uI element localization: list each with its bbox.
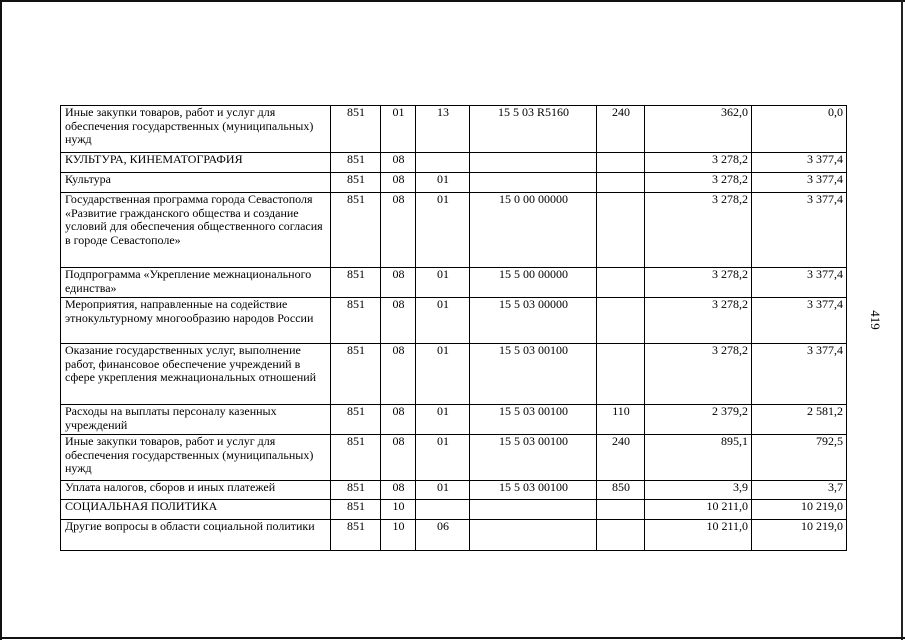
row-sum-1: 3 278,2 [645, 298, 752, 344]
row-rz: 08 [381, 298, 416, 344]
row-csr: 15 5 03 00100 [470, 435, 597, 481]
table-row [61, 298, 847, 344]
row-vr [597, 344, 645, 405]
row-pr: 01 [416, 193, 470, 268]
row-csr [470, 520, 597, 551]
row-sum-1: 895,1 [645, 435, 752, 481]
table-row [61, 344, 847, 405]
table-row [61, 405, 847, 435]
row-grbs: 851 [331, 481, 381, 500]
row-vr: 850 [597, 481, 645, 500]
row-sum-2: 3 377,4 [752, 193, 847, 268]
row-pr: 01 [416, 405, 470, 435]
row-sum-1: 3,9 [645, 481, 752, 500]
row-rz: 01 [381, 106, 416, 153]
row-name: Подпрограмма «Укрепление межнационального единства» [61, 268, 331, 298]
row-name: Уплата налогов, сборов и иных платежей [61, 481, 331, 500]
row-vr: 110 [597, 405, 645, 435]
row-csr: 15 5 03 00100 [470, 481, 597, 500]
table-row [61, 106, 847, 153]
row-sum-1: 2 379,2 [645, 405, 752, 435]
budget-table [60, 105, 847, 551]
row-vr [597, 153, 645, 173]
row-pr [416, 153, 470, 173]
page-number: 419 [868, 310, 883, 330]
row-grbs: 851 [331, 173, 381, 193]
row-csr: 15 5 03 00000 [470, 298, 597, 344]
row-grbs: 851 [331, 106, 381, 153]
row-vr [597, 193, 645, 268]
row-grbs: 851 [331, 268, 381, 298]
row-csr: 15 5 00 00000 [470, 268, 597, 298]
row-grbs: 851 [331, 344, 381, 405]
row-pr: 13 [416, 106, 470, 153]
row-grbs: 851 [331, 298, 381, 344]
row-rz: 08 [381, 173, 416, 193]
row-sum-2: 792,5 [752, 435, 847, 481]
row-pr: 01 [416, 268, 470, 298]
row-name: Расходы на выплаты персоналу казенных учреждений [61, 405, 331, 435]
row-name: Иные закупки товаров, работ и услуг для обеспечения государственных (муниципальных) нужд [61, 435, 331, 481]
row-csr: 15 5 03 00100 [470, 405, 597, 435]
row-name: КУЛЬТУРА, КИНЕМАТОГРАФИЯ [61, 153, 331, 173]
row-rz: 08 [381, 193, 416, 268]
row-pr: 01 [416, 344, 470, 405]
row-csr: 15 0 00 00000 [470, 193, 597, 268]
row-grbs: 851 [331, 153, 381, 173]
row-rz: 08 [381, 435, 416, 481]
scan-border-bottom [0, 637, 905, 639]
row-sum-1: 3 278,2 [645, 153, 752, 173]
row-pr: 06 [416, 520, 470, 551]
table-row [61, 268, 847, 298]
row-csr: 15 5 03 R5160 [470, 106, 597, 153]
row-grbs: 851 [331, 435, 381, 481]
row-pr [416, 500, 470, 520]
row-sum-2: 10 219,0 [752, 520, 847, 551]
row-sum-2: 3,7 [752, 481, 847, 500]
table-row [61, 173, 847, 193]
row-vr: 240 [597, 106, 645, 153]
table-row [61, 500, 847, 520]
scan-border-right [901, 0, 903, 640]
row-pr: 01 [416, 481, 470, 500]
row-csr [470, 173, 597, 193]
row-sum-2: 0,0 [752, 106, 847, 153]
row-sum-1: 3 278,2 [645, 193, 752, 268]
row-name: Оказание государственных услуг, выполнение работ, финансовое обеспечение учреждений в сфере укрепления межнациональных отношений [61, 344, 331, 405]
row-csr [470, 500, 597, 520]
row-vr [597, 298, 645, 344]
row-sum-2: 3 377,4 [752, 268, 847, 298]
row-rz: 08 [381, 344, 416, 405]
row-sum-2: 3 377,4 [752, 298, 847, 344]
table-row [61, 481, 847, 500]
row-rz: 08 [381, 268, 416, 298]
row-sum-1: 3 278,2 [645, 268, 752, 298]
row-sum-1: 3 278,2 [645, 344, 752, 405]
table-row [61, 153, 847, 173]
row-grbs: 851 [331, 500, 381, 520]
row-pr: 01 [416, 298, 470, 344]
row-sum-1: 10 211,0 [645, 520, 752, 551]
row-rz: 10 [381, 500, 416, 520]
row-vr [597, 520, 645, 551]
row-rz: 10 [381, 520, 416, 551]
row-sum-2: 3 377,4 [752, 153, 847, 173]
table-row [61, 520, 847, 551]
row-sum-2: 10 219,0 [752, 500, 847, 520]
row-pr: 01 [416, 173, 470, 193]
row-sum-2: 2 581,2 [752, 405, 847, 435]
row-vr [597, 500, 645, 520]
row-sum-1: 3 278,2 [645, 173, 752, 193]
row-name: Мероприятия, направленные на содействие этнокультурному многообразию народов России [61, 298, 331, 344]
row-csr: 15 5 03 00100 [470, 344, 597, 405]
row-grbs: 851 [331, 405, 381, 435]
table-row [61, 435, 847, 481]
row-vr: 240 [597, 435, 645, 481]
row-name: Культура [61, 173, 331, 193]
scan-border-left [0, 0, 2, 640]
row-grbs: 851 [331, 193, 381, 268]
scan-border-top [0, 0, 905, 2]
row-pr: 01 [416, 435, 470, 481]
row-grbs: 851 [331, 520, 381, 551]
row-name: Другие вопросы в области социальной политики [61, 520, 331, 551]
row-sum-1: 362,0 [645, 106, 752, 153]
row-sum-1: 10 211,0 [645, 500, 752, 520]
row-name: Иные закупки товаров, работ и услуг для обеспечения государственных (муниципальных) нужд [61, 106, 331, 153]
row-rz: 08 [381, 481, 416, 500]
row-sum-2: 3 377,4 [752, 173, 847, 193]
table-row [61, 193, 847, 268]
row-csr [470, 153, 597, 173]
row-name: Государственная программа города Севастополя «Развитие гражданского общества и создание условий для обеспечения общественного согласия в городе Севастополе» [61, 193, 331, 268]
row-name: СОЦИАЛЬНАЯ ПОЛИТИКА [61, 500, 331, 520]
row-rz: 08 [381, 405, 416, 435]
row-vr [597, 173, 645, 193]
row-sum-2: 3 377,4 [752, 344, 847, 405]
row-rz: 08 [381, 153, 416, 173]
row-vr [597, 268, 645, 298]
